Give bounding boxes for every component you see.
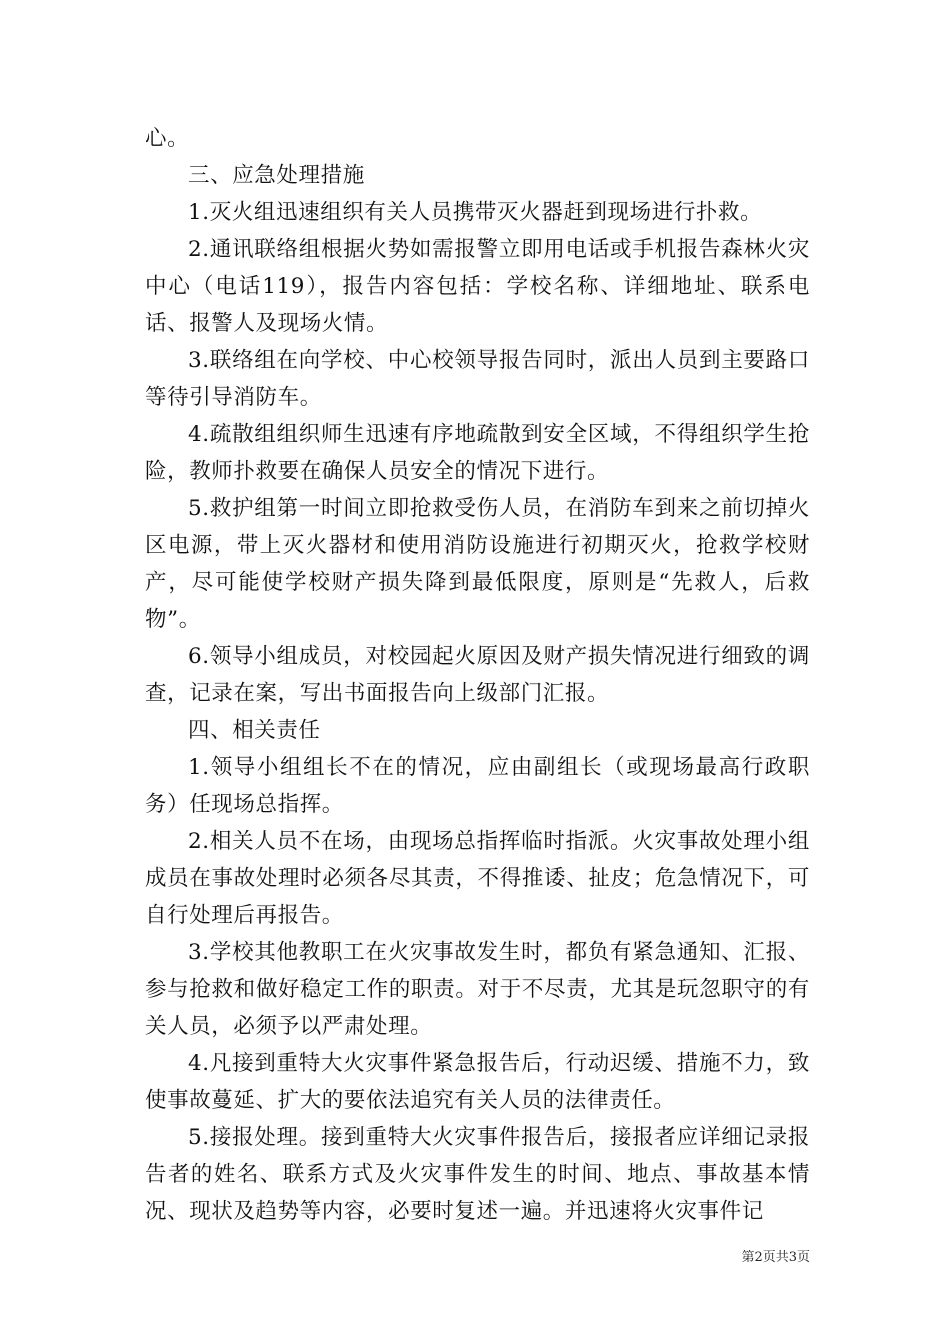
page-number-footer: 第2页共3页 [741, 1250, 810, 1265]
paragraph: 4.凡接到重特大火灾事件紧急报告后，行动迟缓、措施不力，致使事故蔓延、扩大的要依法追究有关人员的法律责任。 [145, 1051, 810, 1113]
paragraph: 5.救护组第一时间立即抢救受伤人员，在消防车到来之前切掉火区电源，带上灭火器材和使用消防设施进行初期灭火，抢救学校财产，尽可能使学校财产损失降到最低限度，原则是“先救人，后救物”。 [145, 496, 810, 632]
paragraph: 5.接报处理。接到重特大火灾事件报告后，接报者应详细记录报告者的姓名、联系方式及火灾事件发生的时间、地点、事故基本情况、现状及趋势等内容，必要时复述一遍。并迅速将火灾事件记 [145, 1125, 810, 1224]
paragraph: 3.学校其他教职工在火灾事故发生时，都负有紧急通知、汇报、参与抢救和做好稳定工作的职责。对于不尽责，尤其是玩忽职守的有关人员，必须予以严肃处理。 [145, 940, 810, 1039]
paragraph-continuation: 心。 [145, 126, 190, 151]
paragraph: 4.疏散组组织师生迅速有序地疏散到安全区域，不得组织学生抢险，教师扑救要在确保人员安全的情况下进行。 [145, 422, 810, 484]
paragraph: 2.相关人员不在场，由现场总指挥临时指派。火灾事故处理小组成员在事故处理时必须各尽其责，不得推诿、扯皮；危急情况下，可自行处理后再报告。 [145, 829, 810, 928]
document-body [145, 120, 810, 1230]
paragraph: 1.领导小组组长不在的情况，应由副组长（或现场最高行政职务）任现场总指挥。 [145, 755, 810, 817]
paragraph: 6.领导小组成员，对校园起火原因及财产损失情况进行细致的调查，记录在案，写出书面报告向上级部门汇报。 [145, 644, 810, 706]
paragraph: 2.通讯联络组根据火势如需报警立即用电话或手机报告森林火灾中心（电话119），报告内容包括：学校名称、详细地址、联系电话、报警人及现场火情。 [145, 237, 810, 336]
section-heading-responsibilities: 四、相关责任 [188, 718, 321, 743]
paragraph: 1.灭火组迅速组织有关人员携带灭火器赶到现场进行扑救。 [188, 200, 763, 225]
paragraph: 3.联络组在向学校、中心校领导报告同时，派出人员到主要路口等待引导消防车。 [145, 348, 810, 410]
section-heading-emergency-measures: 三、应急处理措施 [188, 163, 365, 188]
